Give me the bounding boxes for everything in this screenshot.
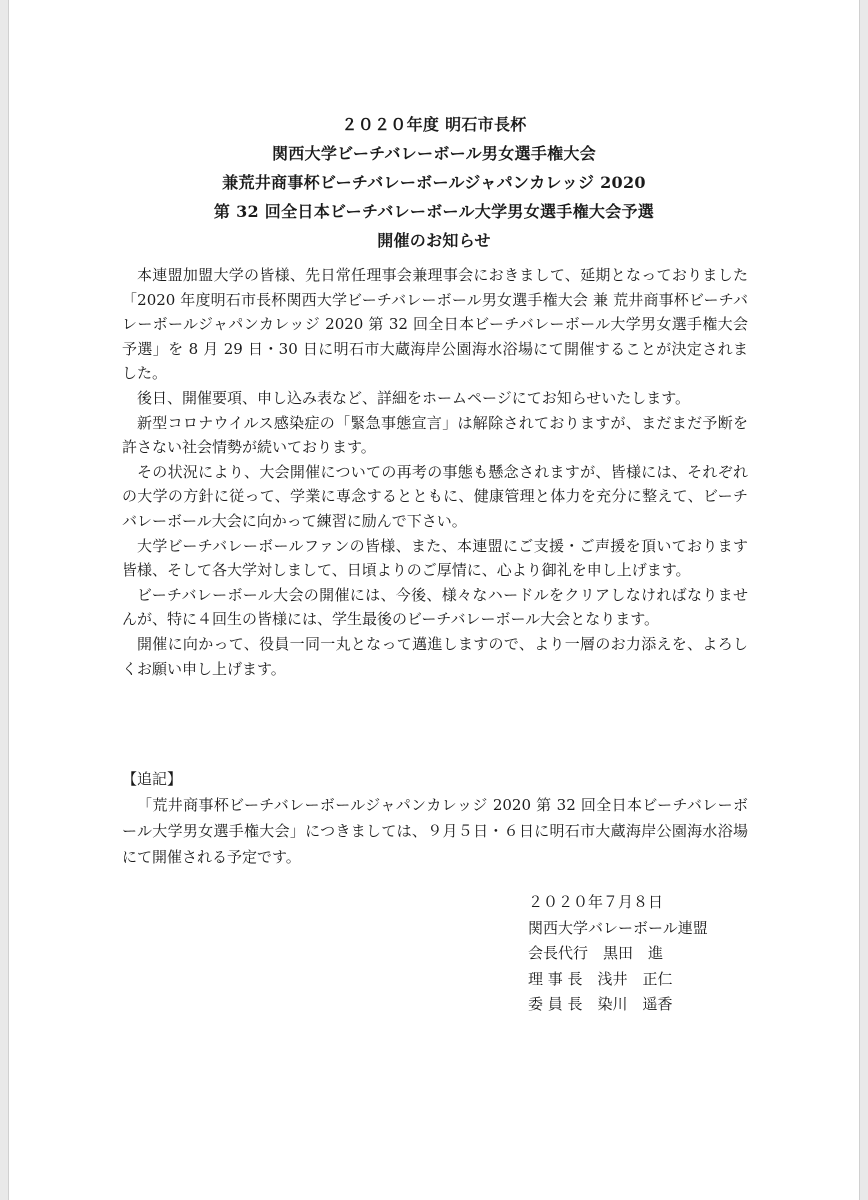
body-paragraph: ビーチバレーボール大会の開催には、今後、様々なハードルをクリアしなければなりませんが、特に４回生の皆様には、学生最後のビーチバレーボール大会となります。 (122, 585, 748, 629)
body-paragraph: 後日、開催要項、申し込み表など、詳細をホームページにてお知らせいたします。 (137, 388, 691, 407)
signature-block (528, 890, 828, 1018)
postscript-text: 「荒井商事杯ビーチバレーボールジャパンカレッジ 2020 第 32 回全日本ビーチバレーボール大学男女選手権大会」につきましては、９月５日・６日に明石市大蔵海岸公園海水浴場にて開催される予定です。 (122, 796, 748, 866)
title-line-2: 関西大学ビーチバレーボール男女選手権大会 (271, 144, 597, 163)
body-paragraph: 開催に向かって、役員一同一丸となって邁進しますので、より一層のお力添えを、よろしくお願い申し上げます。 (122, 634, 748, 678)
signature-date: ２０２０年７月８日 (528, 893, 664, 911)
body-text (122, 263, 748, 681)
document-page (8, 0, 860, 1200)
signature-line: 理 事 長 浅井 正仁 (528, 969, 673, 988)
title-line-4: 第 32 回全日本ビーチバレーボール大学男女選手権大会予選 (213, 202, 655, 221)
body-paragraph: その状況により、大会開催についての再考の事態も懸念されますが、皆様には、それぞれの大学の方針に従って、学業に専念するとともに、健康管理と体力を充分に整えて、ビーチバレーボール大会に向かって練習に励んで下さい。 (122, 462, 748, 530)
title-line-1: ２０２０年度 明石市長杯 (341, 115, 527, 134)
document-title (8, 110, 860, 255)
body-paragraph: 新型コロナウイルス感染症の「緊急事態宣言」は解除されておりますが、まだまだ予断を許さない社会情勢が続いております。 (122, 413, 748, 457)
signature-line: 委 員 長 染川 遥香 (528, 995, 673, 1013)
signature-organization: 関西大学バレーボール連盟 (528, 918, 708, 937)
body-paragraph: 本連盟加盟大学の皆様、先日常任理事会兼理事会におきまして、延期となっておりました「2020 年度明石市長杯関西大学ビーチバレーボール男女選手権大会 兼 荒井商事杯ビーチバレーボールジャパンカレッジ 2020 第 32 回全日本ビーチバレーボール大学男女選手権大会予選」を 8 月 29 日・30 日に明石市大蔵海岸公園海水浴場にて開催することが決定されました。 (122, 266, 748, 383)
body-paragraph: 大学ビーチバレーボールファンの皆様、また、本連盟にご支援・ご声援を頂いております皆様、そして各大学対しまして、日頃よりのご厚情に、心より御礼を申し上げます。 (122, 536, 748, 580)
postscript-heading: 【追記】 (122, 770, 183, 788)
postscript-section (122, 766, 748, 870)
title-line-5: 開催のお知らせ (377, 231, 491, 250)
signature-line: 会長代行 黒田 進 (528, 944, 664, 962)
title-line-3: 兼荒井商事杯ビーチバレーボールジャパンカレッジ 2020 (222, 173, 646, 192)
